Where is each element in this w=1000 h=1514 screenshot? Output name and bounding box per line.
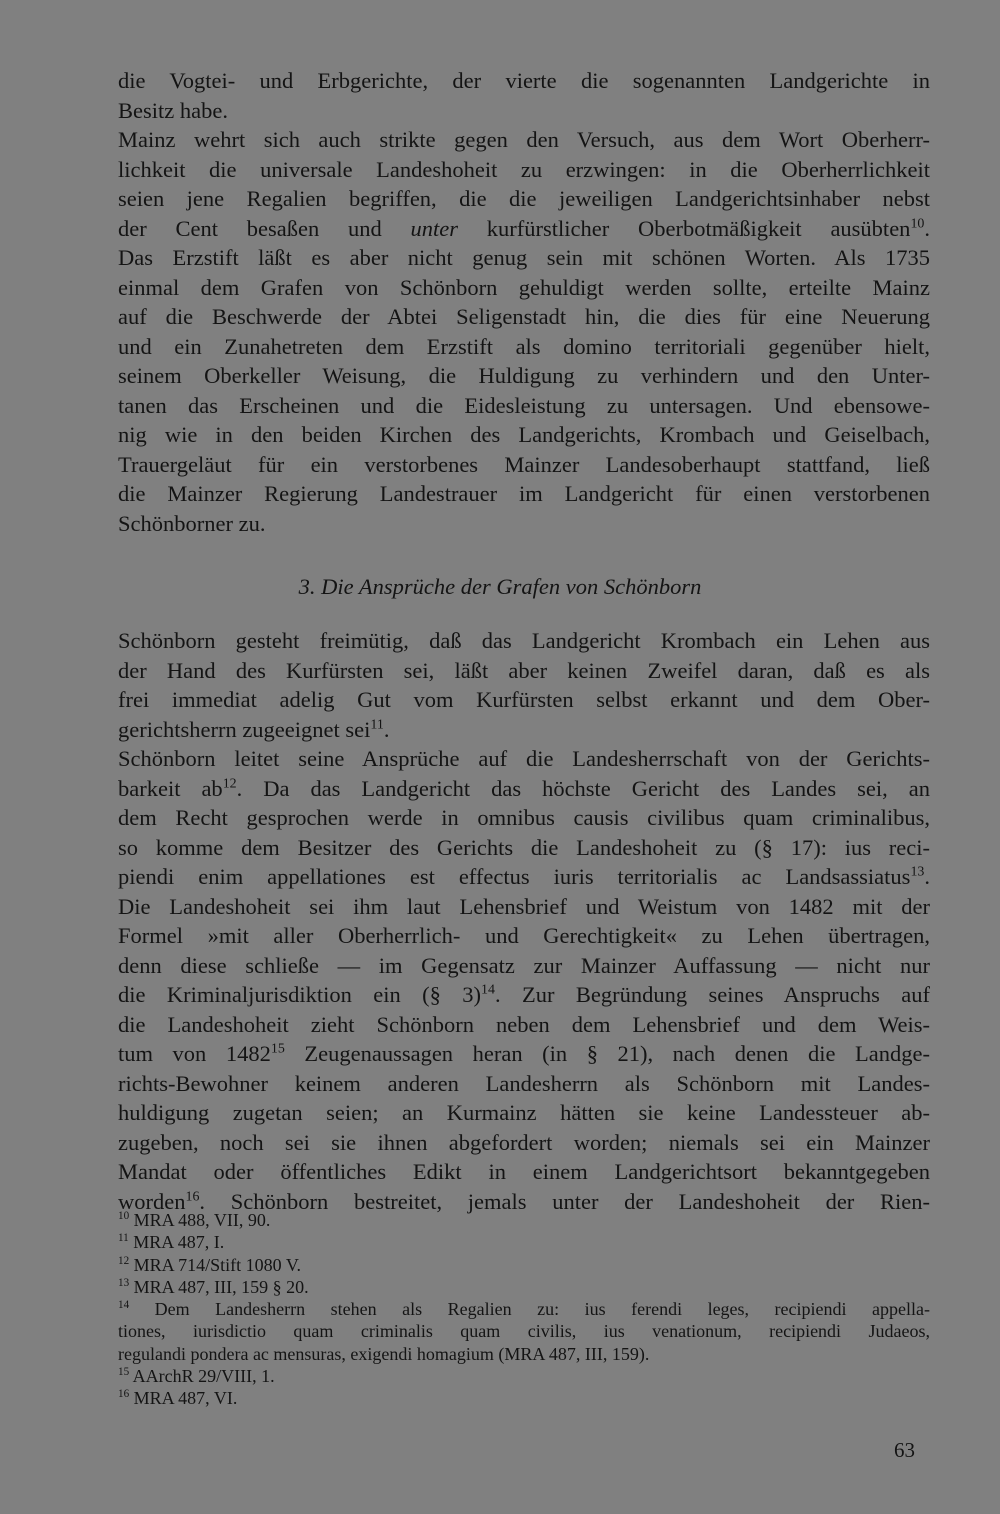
line-text: Besitz habe.	[118, 97, 228, 123]
line-text: Schönborn leitet seine Ansprüche auf die Landesherrschaft von der Gerichts-	[118, 746, 930, 771]
line-text: frei immediat adelig Gut vom Kurfürsten selbst erkannt und dem Ober-	[118, 687, 930, 712]
line-text: barkeit ab	[118, 775, 223, 801]
text-line	[118, 184, 930, 214]
line-text: der Hand des Kurfürsten sei, läßt aber keinen Zweifel daran, daß es als	[118, 657, 930, 683]
text-line	[118, 214, 930, 244]
line-text: MRA 487, III, 159 § 20.	[129, 1276, 309, 1297]
line-text: MRA 487, I.	[128, 1232, 225, 1253]
footnote-line	[118, 1387, 930, 1409]
line-text: die Landeshoheit zieht Schönborn neben dem Lehensbrief und dem Weis-	[118, 1011, 930, 1037]
text-line	[118, 626, 930, 656]
line-text: . Da das Landgericht das höchste Gericht des Landes sei, an	[236, 775, 930, 801]
footnote-number: 15	[118, 1366, 130, 1379]
footnote-line	[118, 1254, 930, 1276]
line-text: tum von 1482	[118, 1041, 271, 1066]
line-text: richts-Bewohner keinem anderen Landesherrn als Schönborn mit Landes-	[118, 1070, 930, 1096]
line-text: einmal dem Grafen von Schönborn gehuldigt werden sollte, erteilte Mainz	[118, 274, 930, 300]
footnotes	[118, 1209, 930, 1410]
footnote-number: 14	[118, 1299, 130, 1312]
line-text: Zeugenaussagen heran (in § 21), nach denen die Landge-	[284, 1041, 930, 1066]
line-text: und ein Zunahetreten dem Erzstift als domino territoriali gegenüber hielt,	[118, 333, 930, 359]
text-line	[118, 833, 930, 863]
line-text: tiones, iurisdictio quam criminalis quam civilis, ius venationum, recipiendi Judaeos,	[118, 1321, 930, 1342]
text-line	[118, 715, 930, 745]
text-line	[118, 1128, 930, 1158]
text-line	[118, 774, 930, 804]
footnote-ref: 15	[270, 1041, 285, 1057]
text-line	[118, 155, 930, 185]
text-line	[118, 66, 930, 96]
text-line	[118, 862, 930, 892]
text-line	[118, 1069, 930, 1099]
page-number: 63	[894, 1438, 915, 1462]
text-line	[118, 1039, 930, 1069]
line-text: . Zur Begründung seines Anspruchs auf	[494, 982, 930, 1007]
text-line	[118, 656, 930, 686]
section-lines	[118, 626, 930, 1216]
text-line	[118, 125, 930, 155]
text-line	[118, 1010, 930, 1040]
line-text: piendi enim appellationes est effectus iuris territorialis ac Landsassiatus	[118, 864, 911, 889]
section-text	[118, 626, 930, 1216]
line-text: Trauergeläut für ein verstorbenes Mainzer Landesoberhaupt stattfand, ließ	[118, 451, 930, 477]
footnote-line	[118, 1276, 930, 1298]
footnote-line	[118, 1320, 930, 1342]
line-text: huldigung zugetan seien; an Kurmainz hätten sie keine Landessteuer ab-	[118, 1100, 930, 1125]
line-text: Formel »mit aller Oberherrlich- und Gerechtigkeit« zu Lehen übertragen,	[118, 923, 930, 948]
line-text: seien jene Regalien begriffen, die die jeweiligen Landgerichtsinhaber nebst	[118, 186, 930, 211]
footnote-line	[118, 1298, 930, 1320]
line-text: seinem Oberkeller Weisung, die Huldigung zu verhindern und den Unter-	[118, 363, 930, 388]
text-line	[118, 96, 930, 126]
text-line	[118, 479, 930, 509]
line-text: AArchR 29/VIII, 1.	[129, 1366, 275, 1387]
line-text: auf die Beschwerde der Abtei Seligenstadt hin, die dies für eine Neuerung	[118, 304, 930, 329]
text-line	[118, 509, 930, 539]
footnote-number: 13	[118, 1276, 130, 1289]
line-text: MRA 714/Stift 1080 V.	[129, 1254, 302, 1275]
text-line	[118, 273, 930, 303]
line-text: .	[924, 864, 930, 889]
body-text	[118, 66, 930, 538]
section-heading: 3. Die Ansprüche der Grafen von Schönborn	[298, 574, 702, 599]
line-text: die Vogtei- und Erbgerichte, der vierte die sogenannten Landgerichte in	[118, 68, 930, 93]
text-line	[118, 420, 930, 450]
line-text: dem Recht gesprochen werde in omnibus causis civilibus quam criminalibus,	[118, 805, 930, 830]
text-line	[118, 1098, 930, 1128]
line-text: Schönborn gesteht freimütig, daß das Landgericht Krombach ein Lehen aus	[118, 628, 930, 653]
line-text: die Kriminaljurisdiktion ein (§ 3)	[118, 982, 482, 1007]
footnote-line	[118, 1231, 930, 1253]
line-text: denn diese schließe — im Gegensatz zur Mainzer Auffassung — nicht nur	[118, 952, 930, 978]
line-text: .	[924, 215, 930, 241]
footnote-number: 11	[118, 1232, 129, 1245]
line-text: nig wie in den beiden Kirchen des Landgerichts, Krombach und Geiselbach,	[118, 422, 930, 447]
line-text: Mainz wehrt sich auch strikte gegen den Versuch, aus dem Wort Oberherr-	[118, 127, 930, 152]
line-text: MRA 487, VI.	[129, 1388, 238, 1409]
text-line	[118, 1157, 930, 1187]
line-text: Das Erzstift läßt es aber nicht genug sein mit schönen Worten. Als 1735	[118, 245, 930, 270]
text-line	[118, 302, 930, 332]
footnote-number: 10	[118, 1210, 130, 1222]
footnote-line	[118, 1365, 930, 1387]
text-line	[118, 951, 930, 981]
text-line	[118, 685, 930, 715]
text-line	[118, 892, 930, 922]
footnote-number: 16	[118, 1388, 130, 1401]
text-line	[118, 332, 930, 362]
text-line	[118, 803, 930, 833]
line-text: worden	[118, 1188, 186, 1214]
line-text: Dem Landesherrn stehen als Regalien zu: ius ferendi leges, recipiendi appella-	[129, 1299, 930, 1320]
line-text: der Cent besaßen und	[118, 215, 411, 241]
line-text: lichkeit die universale Landeshoheit zu erzwingen: in die Oberherrlichkeit	[118, 156, 930, 182]
line-text: regulandi pondera ac mensuras, exigendi homagium (MRA 487, III, 159).	[118, 1343, 650, 1364]
text-line	[118, 921, 930, 951]
line-text: Die Landeshoheit sei ihm laut Lehensbrief und Weistum von 1482 mit der	[118, 893, 930, 919]
line-text: Schönborner zu.	[118, 510, 266, 536]
text-line	[118, 361, 930, 391]
italic-text: unter	[410, 215, 458, 241]
text-line	[118, 391, 930, 421]
line-text: . Schönborn bestreitet, jemals unter der Landeshoheit der Rien-	[199, 1188, 930, 1214]
line-text: MRA 488, VII, 90.	[129, 1210, 271, 1230]
line-text: .	[383, 716, 390, 742]
line-text: tanen das Erscheinen und die Eidesleistung zu untersagen. Und ebensowe-	[118, 392, 930, 418]
text-line	[118, 243, 930, 273]
footnote-ref: 16	[185, 1189, 200, 1204]
text-line	[118, 744, 930, 774]
line-text: Mandat oder öffentliches Edikt in einem Landgerichtsort bekanntgegeben	[118, 1159, 930, 1184]
footnote-line	[118, 1209, 930, 1231]
line-text: zugeben, noch sei sie ihnen abgefordert worden; niemals sei ein Mainzer	[118, 1129, 930, 1155]
footnote-ref: 13	[910, 864, 925, 880]
line-text: gerichtsherrn zugeeignet sei	[118, 716, 371, 742]
line-text: die Mainzer Regierung Landestrauer im Landgericht für einen verstorbenen	[118, 481, 930, 506]
text-line	[118, 450, 930, 480]
footnote-ref: 11	[370, 717, 384, 732]
line-text: so komme dem Besitzer des Gerichts die Landeshoheit zu (§ 17): ius reci-	[118, 834, 930, 860]
body-lines	[118, 66, 930, 538]
footnote-ref: 14	[481, 982, 495, 998]
footnote-line	[118, 1343, 930, 1365]
text-line	[118, 980, 930, 1010]
footnote-ref: 10	[910, 216, 925, 231]
footnote-lines	[118, 1209, 930, 1410]
footnote-ref: 12	[222, 776, 237, 791]
line-text: kurfürstlicher Oberbotmäßigkeit ausübten	[458, 215, 911, 241]
footnote-number: 12	[118, 1254, 130, 1267]
